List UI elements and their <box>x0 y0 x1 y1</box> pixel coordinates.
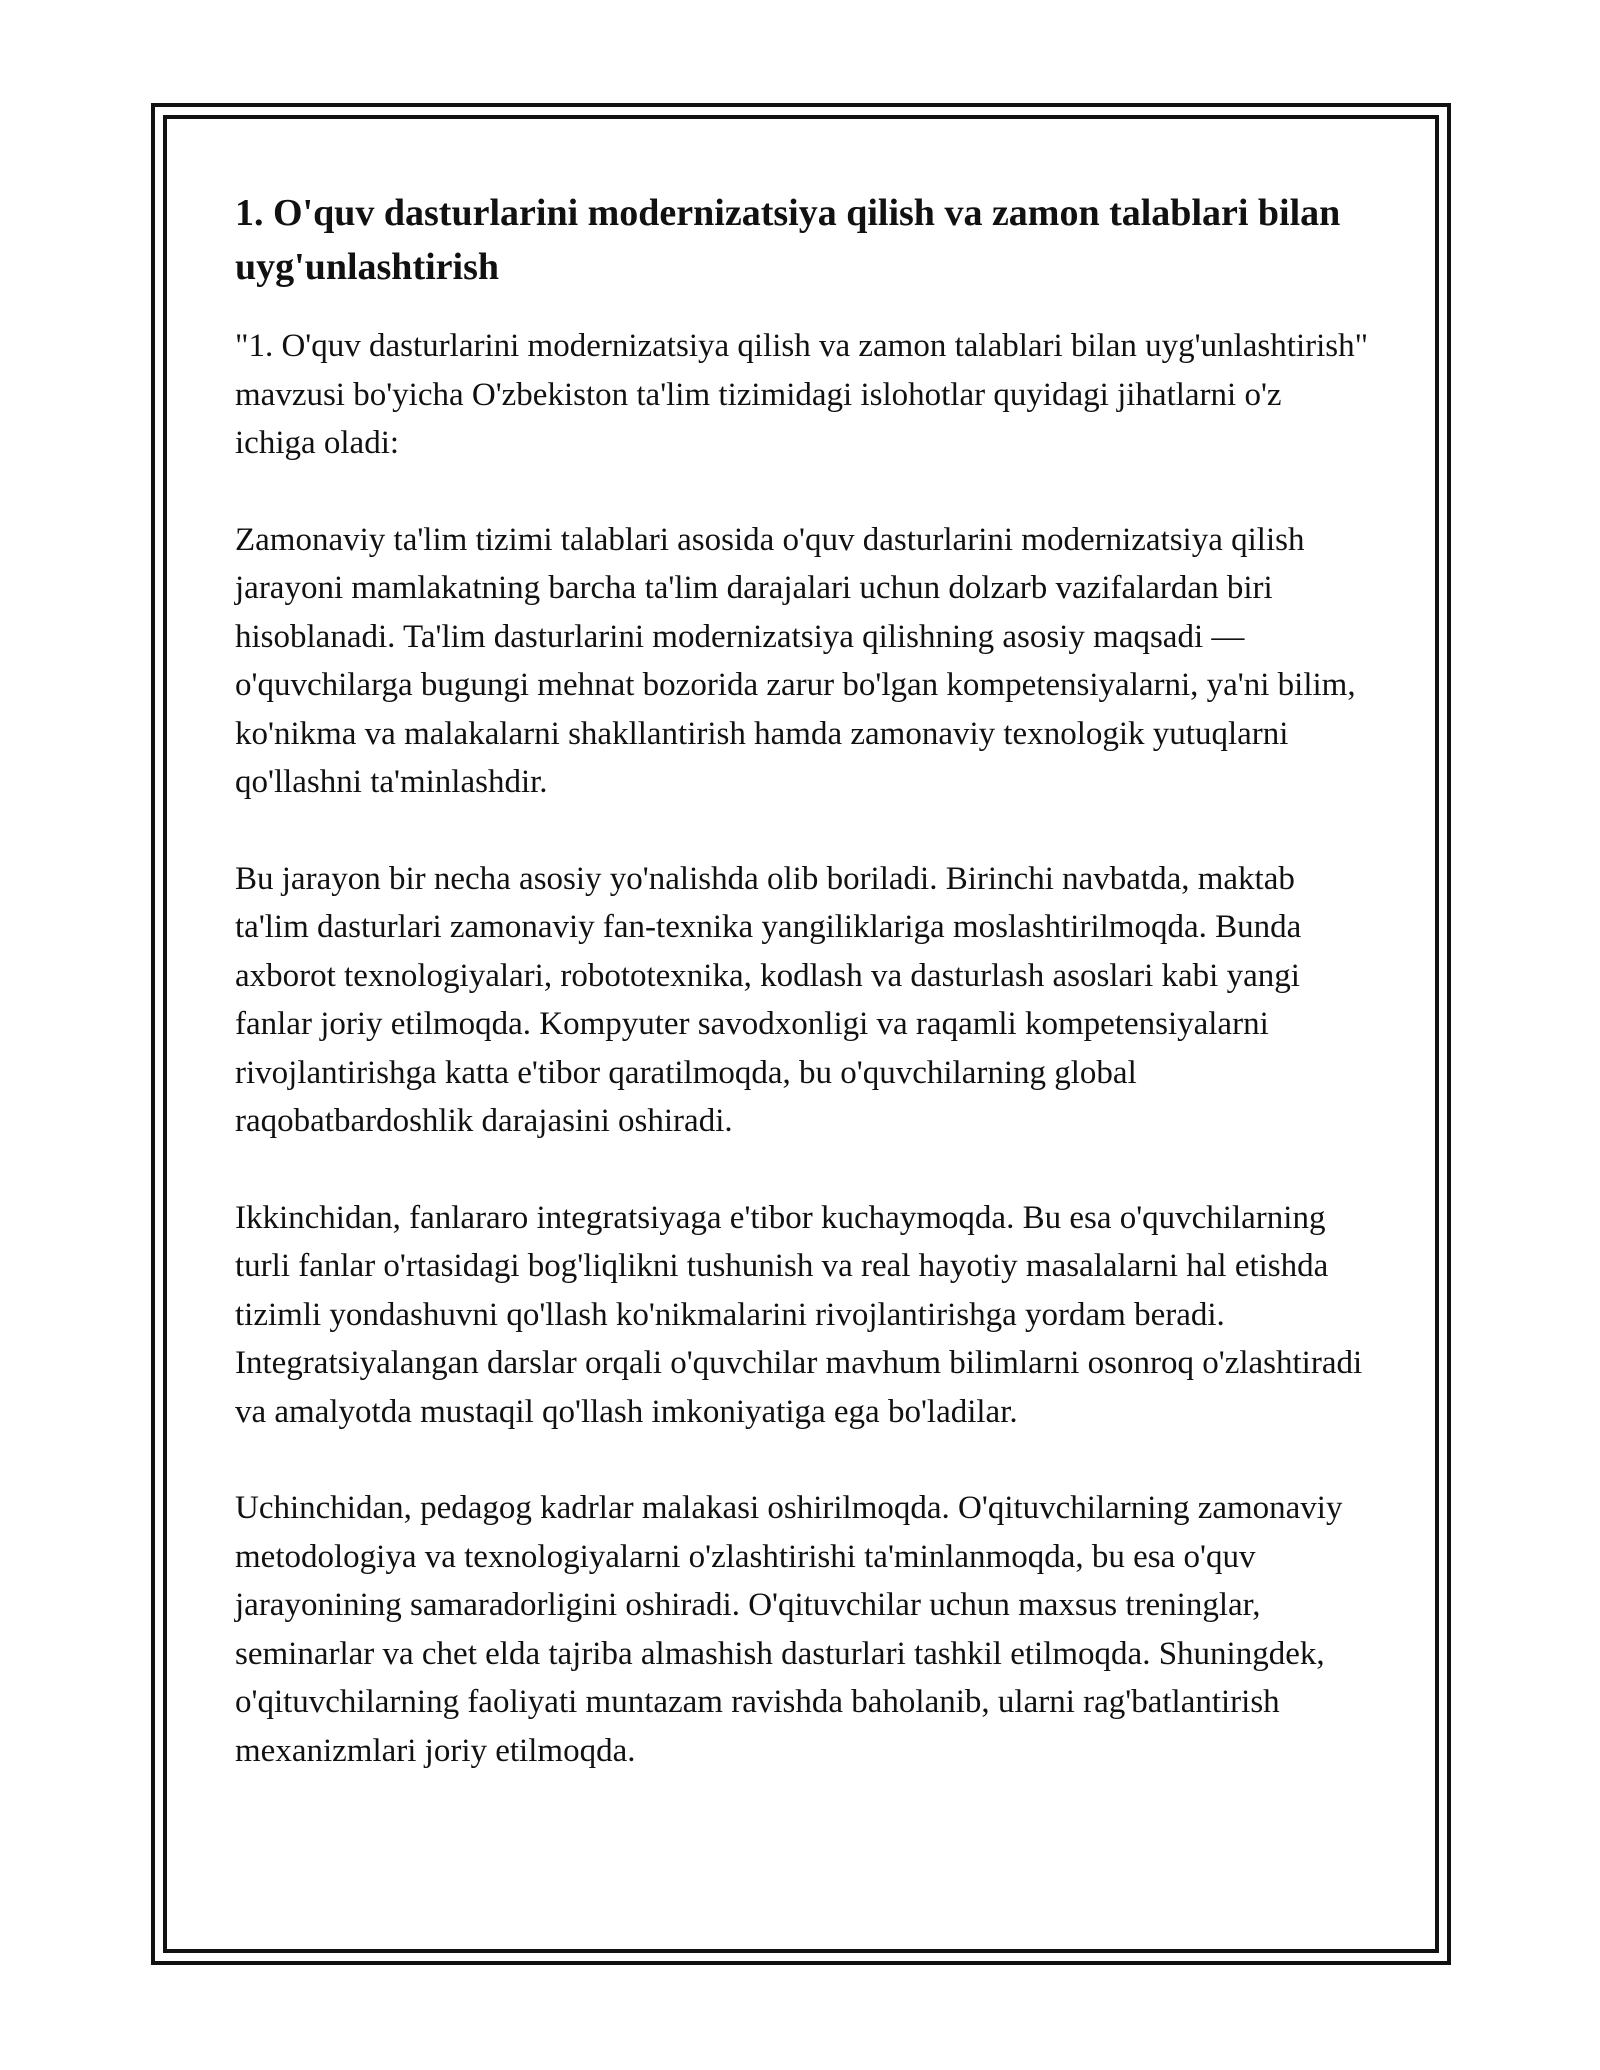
paragraph-third-direction: Uchinchidan, pedagog kadrlar malakasi oshirilmoqda. O'qituvchilarning zamonaviy metodologiya va texnologiyalarni o'zlashtirishi ta'minlanmoqda, bu esa o'quv jarayonining samaradorligini oshiradi. O'qituvchilar uchun maxsus treninglar, seminarlar va chet elda tajriba almashish dasturlari tashkil etilmoqda. Shuningdek, o'qituvchilarning faoliyati muntazam ravishda baholanib, ularni rag'batlantirish mexanizmlari joriy etilmoqda. <box>235 1490 1343 1769</box>
section-heading: 1. O'quv dasturlarini modernizatsiya qilish va zamon talablari bilan uyg'unlashtirish <box>235 192 1341 288</box>
paragraph-first-direction: Bu jarayon bir necha asosiy yo'nalishda olib boriladi. Birinchi navbatda, maktab ta'lim dasturlari zamonaviy fan-texnika yangiliklariga moslashtirilmoqda. Bunda axborot texnologiyalari, robototexnika, kodlash va dasturlash asoslari kabi yangi fanlar joriy etilmoqda. Kompyuter savodxonligi va raqamli kompetensiyalarni rivojlantirishga katta e'tibor qaratilmoqda, bu o'quvchilarning global raqobatbardoshlik darajasini oshiradi. <box>235 860 1302 1139</box>
document-body <box>235 186 1370 1823</box>
paragraph-intro: "1. O'quv dasturlarini modernizatsiya qilish va zamon talablari bilan uyg'unlashtirish" mavzusi bo'yicha O'zbekiston ta'lim tizimidagi islohotlar quyidagi jihatlarni o'z ichiga oladi: <box>235 328 1369 461</box>
paragraph-modernization-goal: Zamonaviy ta'lim tizimi talablari asosida o'quv dasturlarini modernizatsiya qilish jarayoni mamlakatning barcha ta'lim darajalari uchun dolzarb vazifalardan biri hisoblanadi. Ta'lim dasturlarini modernizatsiya qilishning asosiy maqsadi — o'quvchilarga bugungi mehnat bozorida zarur bo'lgan kompetensiyalarni, ya'ni bilim, ko'nikma va malakalarni shakllantirish hamda zamonaviy texnologik yutuqlarni qo'llashni ta'minlashdir. <box>235 521 1356 800</box>
paragraph-second-direction: Ikkinchidan, fanlararo integratsiyaga e'tibor kuchaymoqda. Bu esa o'quvchilarning turli fanlar o'rtasidagi bog'liqlikni tushunish va real hayotiy masalalarni hal etishda tizimli yondashuvni qo'llash ko'nikmalarini rivojlantirishga yordam beradi. Integratsiyalangan darslar orqali o'quvchilar mavhum bilimlarni osonroq o'zlashtiradi va amalyotda mustaqil qo'llash imkoniyatiga ega bo'ladilar. <box>235 1199 1363 1430</box>
